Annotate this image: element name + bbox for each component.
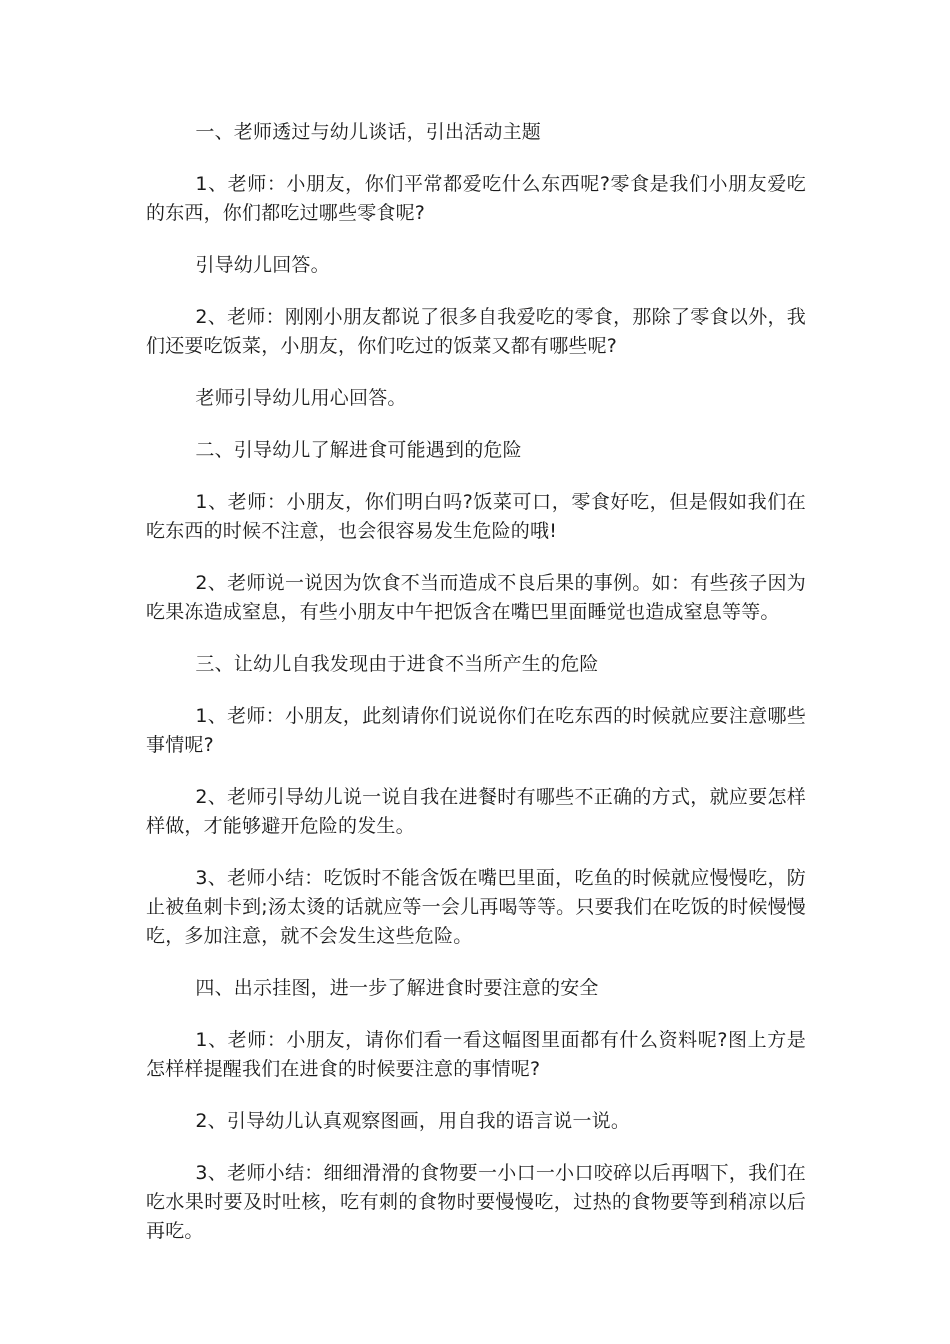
paragraph: 引导幼儿回答。 bbox=[195, 254, 330, 276]
paragraph: 1、老师：小朋友，此刻请你们说说你们在吃东西的时候就应要注意哪些事情呢? bbox=[146, 705, 806, 756]
paragraph: 3、老师小结：细细滑滑的食物要一小口一小口咬碎以后再咽下，我们在吃水果时要及时吐核，吃有刺的食物时要慢慢吃，过热的食物要等到稍凉以后再吃。 bbox=[146, 1162, 806, 1242]
paragraph: 2、引导幼儿认真观察图画，用自我的语言说一说。 bbox=[195, 1110, 631, 1132]
paragraph: 2、老师：刚刚小朋友都说了很多自我爱吃的零食，那除了零食以外，我们还要吃饭菜，小朋友，你们吃过的饭菜又都有哪些呢? bbox=[146, 306, 806, 357]
section-heading-4: 四、出示挂图，进一步了解进食时要注意的安全 bbox=[195, 977, 599, 999]
section-heading-2: 二、引导幼儿了解进食可能遇到的危险 bbox=[195, 439, 522, 461]
paragraph: 1、老师：小朋友，你们明白吗?饭菜可口，零食好吃，但是假如我们在吃东西的时候不注意，也会很容易发生危险的哦! bbox=[146, 491, 806, 542]
document-body bbox=[146, 118, 806, 1269]
paragraph: 3、老师小结：吃饭时不能含饭在嘴巴里面，吃鱼的时候就应慢慢吃，防止被鱼刺卡到;汤太烫的话就应等一会儿再喝等等。只要我们在吃饭的时候慢慢吃，多加注意，就不会发生这些危险。 bbox=[146, 867, 806, 947]
section-heading-3: 三、让幼儿自我发现由于进食不当所产生的危险 bbox=[195, 653, 599, 675]
paragraph: 2、老师引导幼儿说一说自我在进餐时有哪些不正确的方式，就应要怎样样做，才能够避开危险的发生。 bbox=[146, 786, 806, 837]
paragraph: 2、老师说一说因为饮食不当而造成不良后果的事例。如：有些孩子因为吃果冻造成窒息，有些小朋友中午把饭含在嘴巴里面睡觉也造成窒息等等。 bbox=[146, 572, 806, 623]
paragraph: 1、老师：小朋友，你们平常都爱吃什么东西呢?零食是我们小朋友爱吃的东西，你们都吃过哪些零食呢? bbox=[146, 173, 806, 224]
section-heading-1: 一、老师透过与幼儿谈话，引出活动主题 bbox=[195, 121, 541, 143]
paragraph: 1、老师：小朋友，请你们看一看这幅图里面都有什么资料呢?图上方是怎样样提醒我们在进食的时候要注意的事情呢? bbox=[146, 1029, 806, 1080]
paragraph: 老师引导幼儿用心回答。 bbox=[195, 387, 407, 409]
